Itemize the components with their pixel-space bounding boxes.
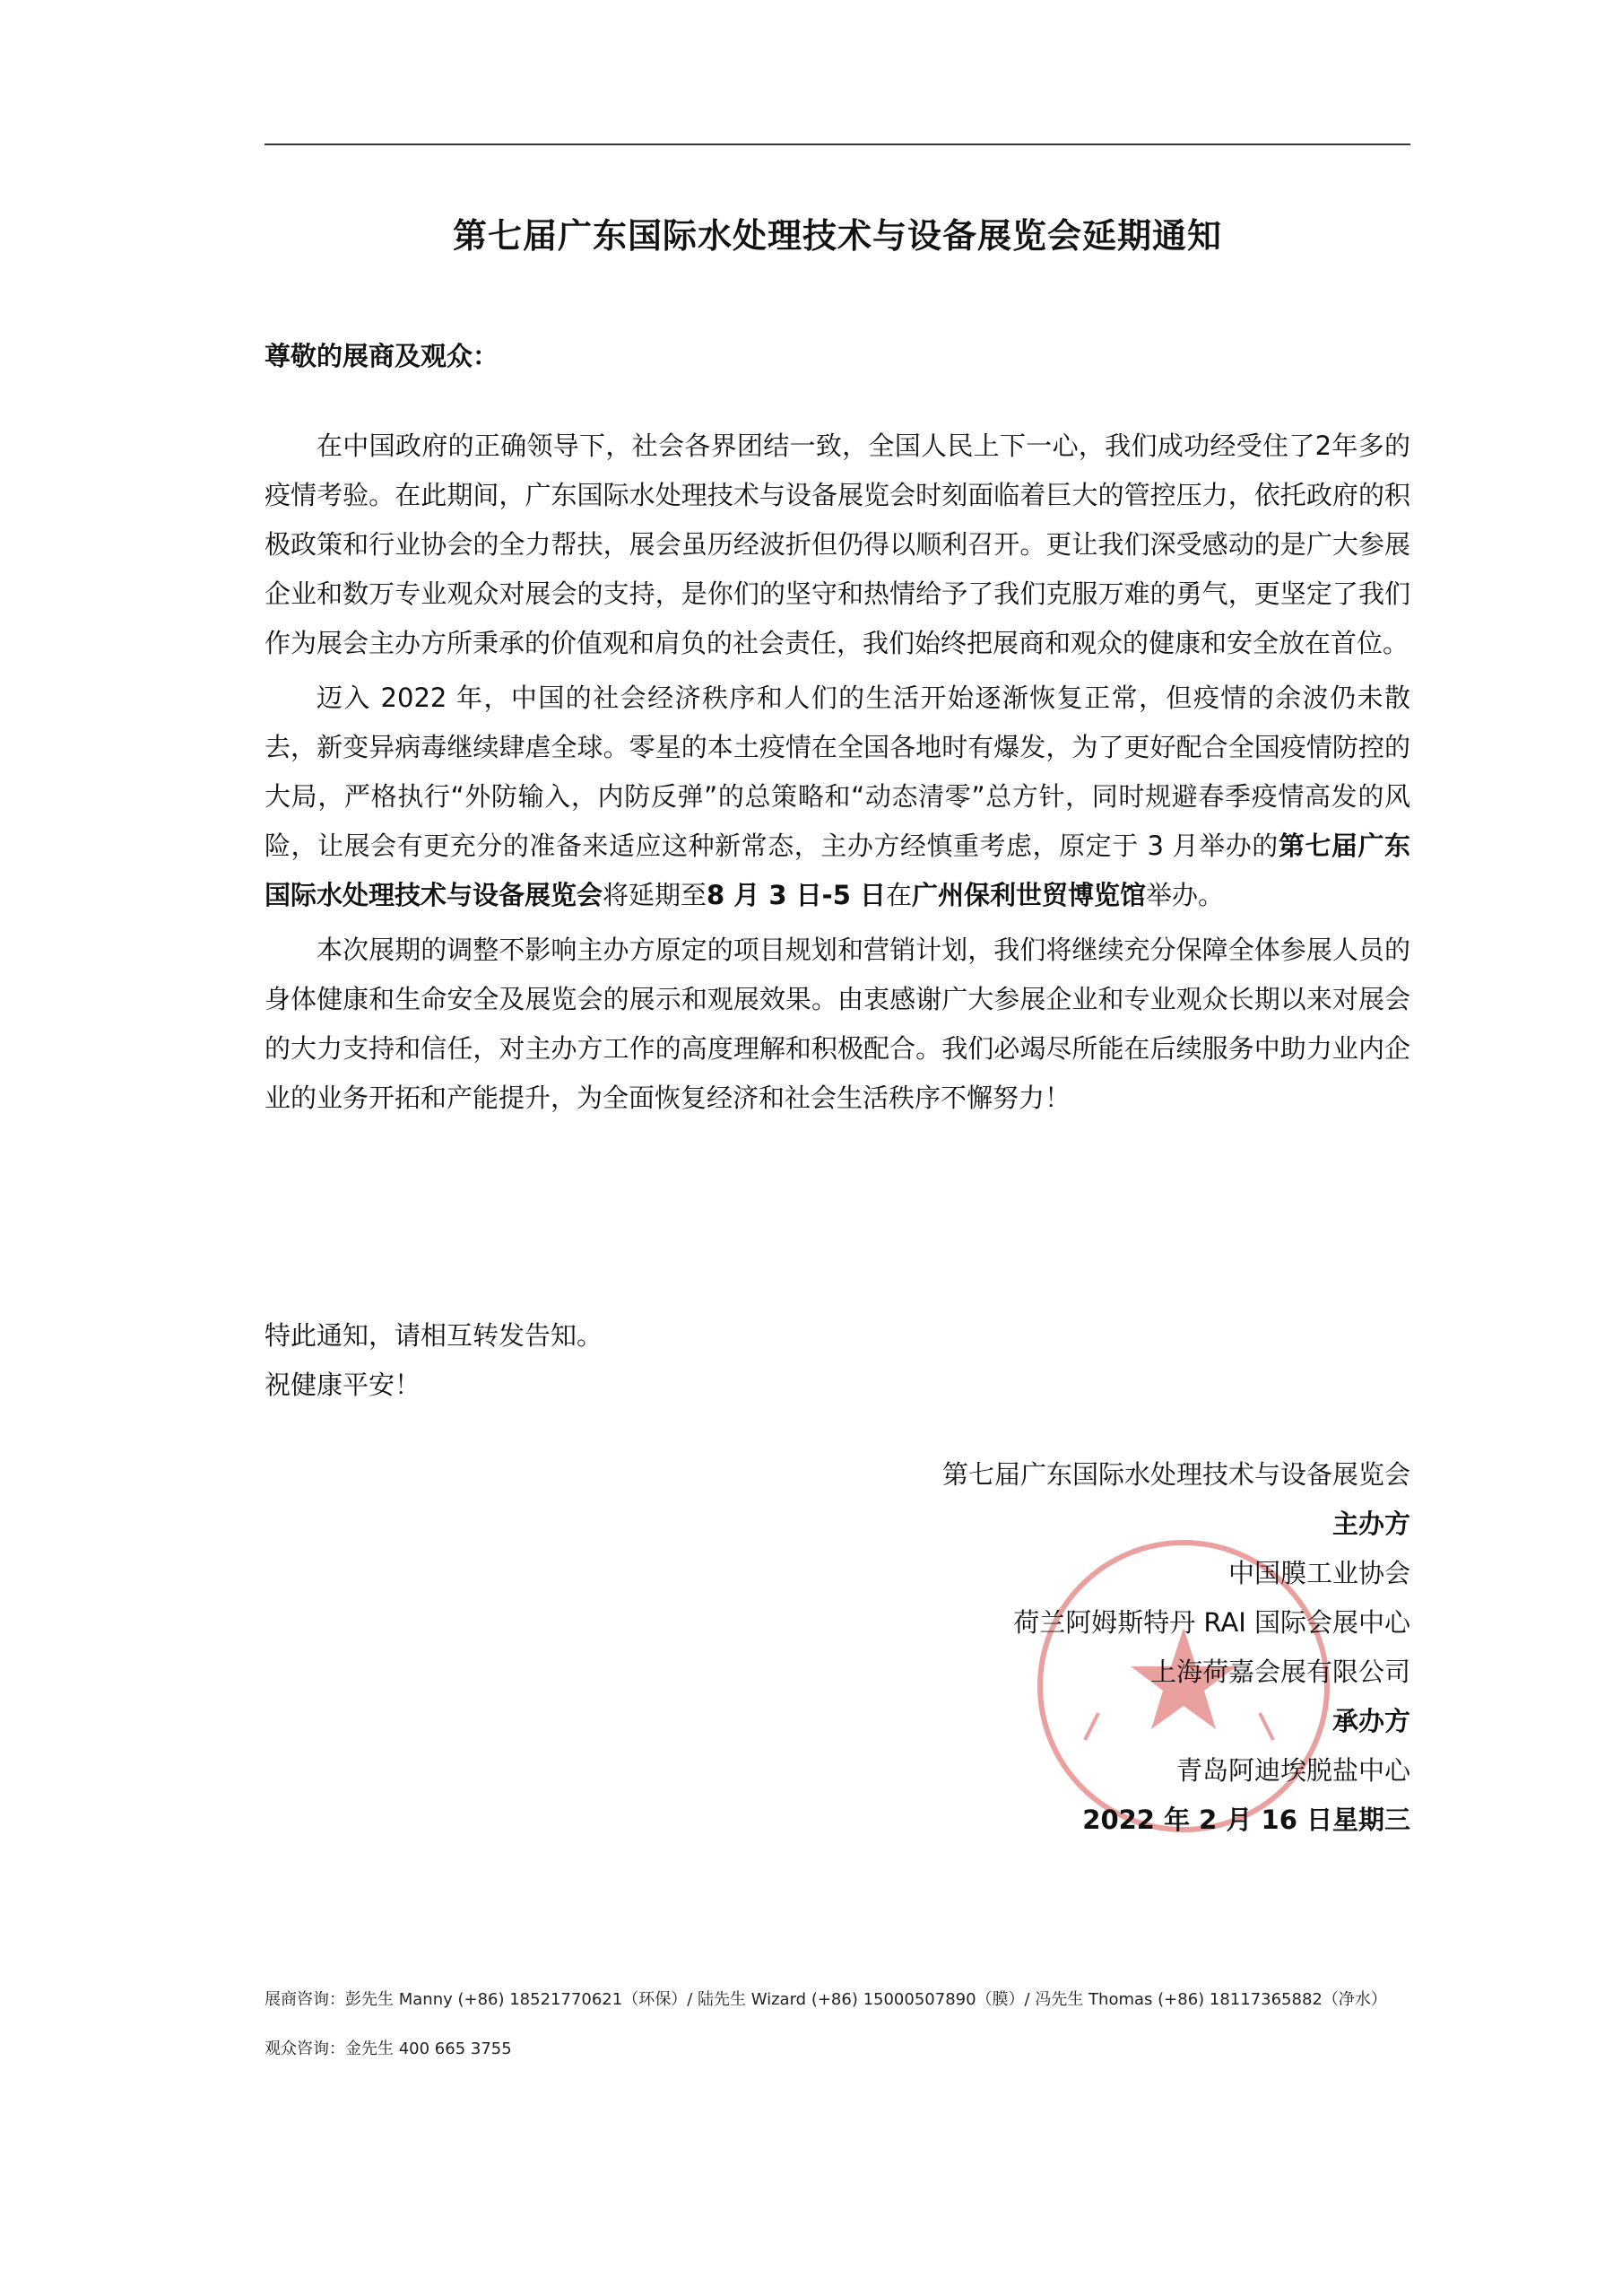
coorganizer-label: 承办方 xyxy=(1331,1706,1410,1736)
visitor-contact-label: 观众咨询： xyxy=(265,2039,345,2058)
exhibition-name-bold: 第七届广东国际水处理技术与设备展览会 xyxy=(265,831,1410,910)
new-dates-bold: 8 月 3 日-5 日 xyxy=(707,880,886,910)
visitor-contacts: 金先生 400 665 3755 xyxy=(345,2039,512,2058)
closing xyxy=(265,1311,603,1410)
venue-bold: 广州保利世贸博览馆 xyxy=(912,880,1147,910)
notice-title: 第七届广东国际水处理技术与设备展览会延期通知 xyxy=(452,216,1222,256)
exhibitor-contact-label: 展商咨询： xyxy=(265,1990,345,2009)
signature-block xyxy=(942,1450,1410,1845)
organizer-3: 上海荷嘉会展有限公司 xyxy=(1149,1657,1410,1687)
header-rule xyxy=(265,144,1410,145)
closing-line-2: 祝健康平安！ xyxy=(265,1370,421,1400)
paragraph-2-text-a: 迈入 2022 年，中国的社会经济秩序和人们的生活开始逐渐恢复正常，但疫情的余波仍未散去，新变异病毒继续肆虐全球。零星的本土疫情在全国各地时有爆发，为了更好配合全国疫情防控的大局，严格执行“外防输入，内防反弹”的总策略和“动态清零”总方针，同时规避春季疫情高发的风险，让展会有更充分的准备来适应这种新常态，主办方经慎重考虑，原定于 3 月举办的 xyxy=(265,683,1410,861)
paragraph-2-text-b: 将延期至 xyxy=(603,880,707,910)
paragraph-1: 在中国政府的正确领导下，社会各界团结一致，全国人民上下一心，我们成功经受住了2年多的疫情考验。在此期间，广东国际水处理技术与设备展览会时刻面临着巨大的管控压力，依托政府的积极政策和行业协会的全力帮扶，展会虽历经波折但仍得以顺利召开。更让我们深受感动的是广大参展企业和数万专业观众对展会的支持，是你们的坚守和热情给予了我们克服万难的勇气，更坚定了我们作为展会主办方所秉承的价值观和肩负的社会责任，我们始终把展商和观众的健康和安全放在首位。 xyxy=(265,430,1410,658)
notice-body xyxy=(265,422,1410,1128)
organizer-2: 荷兰阿姆斯特丹 RAI 国际会展中心 xyxy=(1013,1607,1410,1638)
paragraph-2 xyxy=(265,674,1410,920)
coorganizer-1: 青岛阿迪埃脱盐中心 xyxy=(1175,1755,1410,1786)
visitor-contact-line xyxy=(265,2036,512,2059)
exhibitor-contacts: 彭先生 Manny (+86) 18521770621（环保）/ 陆先生 Wizard (+86) 15000507890（膜）/ 冯先生 Thomas (+86) 18117365882（净水） xyxy=(345,1990,1387,2009)
exhibition-signature: 第七届广东国际水处理技术与设备展览会 xyxy=(941,1459,1410,1490)
paragraph-3: 本次展期的调整不影响主办方原定的项目规划和营销计划，我们将继续充分保障全体参展人员的身体健康和生命安全及展览会的展示和观展效果。由衷感谢广大参展企业和专业观众长期以来对展会的大力支持和信任，对主办方工作的高度理解和积极配合。我们必竭尽所能在后续服务中助力业内企业的业务开拓和产能提升，为全面恢复经济和社会生活秩序不懈努力！ xyxy=(265,935,1410,1113)
paragraph-2-text-d: 举办。 xyxy=(1146,880,1225,910)
closing-line-1: 特此通知，请相互转发告知。 xyxy=(265,1320,603,1351)
organizer-1: 中国膜工业协会 xyxy=(1227,1558,1410,1588)
notice-date: 2022 年 2 月 16 日星期三 xyxy=(1082,1805,1410,1835)
paragraph-2-text-c: 在 xyxy=(886,880,913,910)
salutation: 尊敬的展商及观众： xyxy=(265,341,499,371)
organizer-label: 主办方 xyxy=(1331,1509,1410,1539)
exhibitor-contact-line xyxy=(265,1987,1387,2010)
